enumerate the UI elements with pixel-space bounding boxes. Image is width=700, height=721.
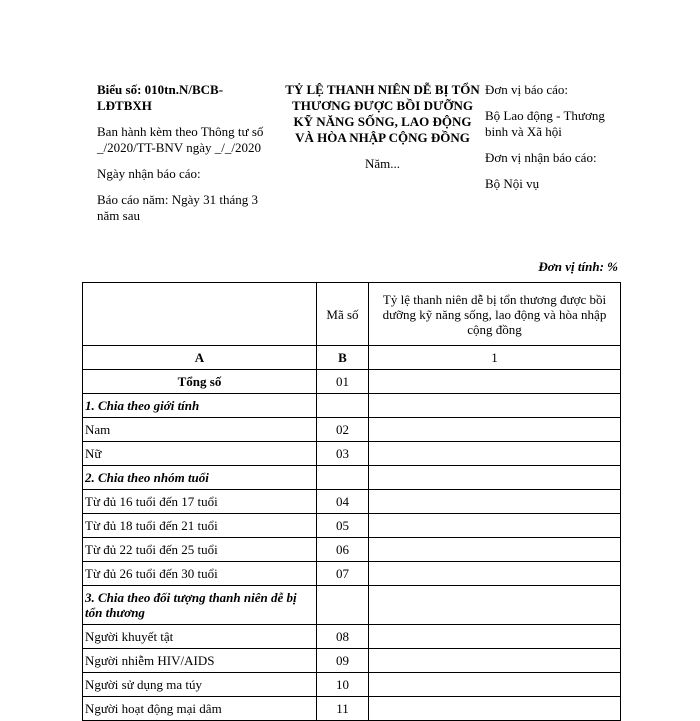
row-code bbox=[317, 586, 369, 625]
row-label: Người nhiễm HIV/AIDS bbox=[83, 649, 317, 673]
row-code: 06 bbox=[317, 538, 369, 562]
row-value-cell[interactable] bbox=[369, 394, 621, 418]
row-value-cell[interactable] bbox=[369, 697, 621, 721]
row-code: 07 bbox=[317, 562, 369, 586]
row-label: Người sử dụng ma túy bbox=[83, 673, 317, 697]
row-label: Người hoạt động mại dâm bbox=[83, 697, 317, 721]
row-code: 10 bbox=[317, 673, 369, 697]
page-title: TỶ LỆ THANH NIÊN DỄ BỊ TỔN THƯƠNG ĐƯỢC BỒI DƯỠNG KỸ NĂNG SỐNG, LAO ĐỘNG VÀ HÒA NHẬP CỘNG ĐỒNG bbox=[285, 82, 480, 145]
row-code: 04 bbox=[317, 490, 369, 514]
form-info-right bbox=[485, 82, 625, 192]
row-value-cell[interactable] bbox=[369, 673, 621, 697]
table-row bbox=[83, 466, 621, 490]
row-code: 01 bbox=[317, 370, 369, 394]
section-label: 2. Chia theo nhóm tuổi bbox=[83, 466, 317, 490]
table-row bbox=[83, 697, 621, 721]
reporting-unit: Bộ Lao động - Thương binh và Xã hội bbox=[485, 108, 605, 139]
row-label: Nam bbox=[83, 418, 317, 442]
col-letter-b: B bbox=[317, 346, 369, 370]
table-header-code: Mã số bbox=[317, 283, 369, 346]
form-title-block bbox=[285, 82, 480, 172]
row-label: Từ đủ 18 tuổi đến 21 tuổi bbox=[83, 514, 317, 538]
unit-note: Đơn vị tính: % bbox=[538, 259, 618, 274]
table-row bbox=[83, 418, 621, 442]
report-year: Báo cáo năm: Ngày 31 tháng 3 năm sau bbox=[97, 192, 259, 223]
col-letter-a: A bbox=[83, 346, 317, 370]
row-value-cell[interactable] bbox=[369, 490, 621, 514]
row-label: Từ đủ 22 tuổi đến 25 tuổi bbox=[83, 538, 317, 562]
receiving-unit: Bộ Nội vụ bbox=[485, 176, 540, 191]
table-row bbox=[83, 370, 621, 394]
table-header-value: Tỷ lệ thanh niên dễ bị tổn thương được bồi dưỡng kỹ năng sống, lao động và hòa nhập cộng đồng bbox=[369, 283, 621, 346]
row-code: 05 bbox=[317, 514, 369, 538]
section-label: 3. Chia theo đối tượng thanh niên dễ bị tổn thương bbox=[83, 586, 317, 625]
row-value-cell[interactable] bbox=[369, 442, 621, 466]
receiving-unit-label: Đơn vị nhận báo cáo: bbox=[485, 150, 597, 165]
row-value-cell[interactable] bbox=[369, 514, 621, 538]
table-row bbox=[83, 442, 621, 466]
table-header-row bbox=[83, 283, 621, 346]
row-value-cell[interactable] bbox=[369, 466, 621, 490]
col-letter-1: 1 bbox=[369, 346, 621, 370]
issued-by: Ban hành kèm theo Thông tư số _/2020/TT-BNV ngày _/_/2020 bbox=[97, 124, 264, 155]
row-value-cell[interactable] bbox=[369, 649, 621, 673]
table-row bbox=[83, 562, 621, 586]
report-table bbox=[82, 282, 621, 721]
row-label: Nữ bbox=[83, 442, 317, 466]
row-value-cell[interactable] bbox=[369, 538, 621, 562]
form-info-left bbox=[97, 82, 277, 224]
row-code: 09 bbox=[317, 649, 369, 673]
row-label: Từ đủ 16 tuổi đến 17 tuổi bbox=[83, 490, 317, 514]
row-value-cell[interactable] bbox=[369, 586, 621, 625]
table-row bbox=[83, 394, 621, 418]
row-code: 03 bbox=[317, 442, 369, 466]
reporting-unit-label: Đơn vị báo cáo: bbox=[485, 82, 569, 97]
table-row bbox=[83, 538, 621, 562]
table-row bbox=[83, 514, 621, 538]
table-row bbox=[83, 586, 621, 625]
form-code: Biểu số: 010tn.N/BCB-LĐTBXH bbox=[97, 82, 224, 113]
table-row bbox=[83, 346, 621, 370]
row-value-cell[interactable] bbox=[369, 625, 621, 649]
table-row bbox=[83, 625, 621, 649]
row-label: Tổng số bbox=[83, 370, 317, 394]
row-label: Từ đủ 26 tuổi đến 30 tuổi bbox=[83, 562, 317, 586]
row-code: 08 bbox=[317, 625, 369, 649]
table-row bbox=[83, 490, 621, 514]
received-date: Ngày nhận báo cáo: bbox=[97, 166, 201, 181]
table-header-label bbox=[83, 283, 317, 346]
row-code: 11 bbox=[317, 697, 369, 721]
report-year-label: Năm... bbox=[364, 156, 401, 171]
row-label: Người khuyết tật bbox=[83, 625, 317, 649]
section-label: 1. Chia theo giới tính bbox=[83, 394, 317, 418]
row-value-cell[interactable] bbox=[369, 370, 621, 394]
table-row bbox=[83, 649, 621, 673]
row-value-cell[interactable] bbox=[369, 562, 621, 586]
row-value-cell[interactable] bbox=[369, 418, 621, 442]
row-code: 02 bbox=[317, 418, 369, 442]
table-row bbox=[83, 673, 621, 697]
row-code bbox=[317, 466, 369, 490]
row-code bbox=[317, 394, 369, 418]
